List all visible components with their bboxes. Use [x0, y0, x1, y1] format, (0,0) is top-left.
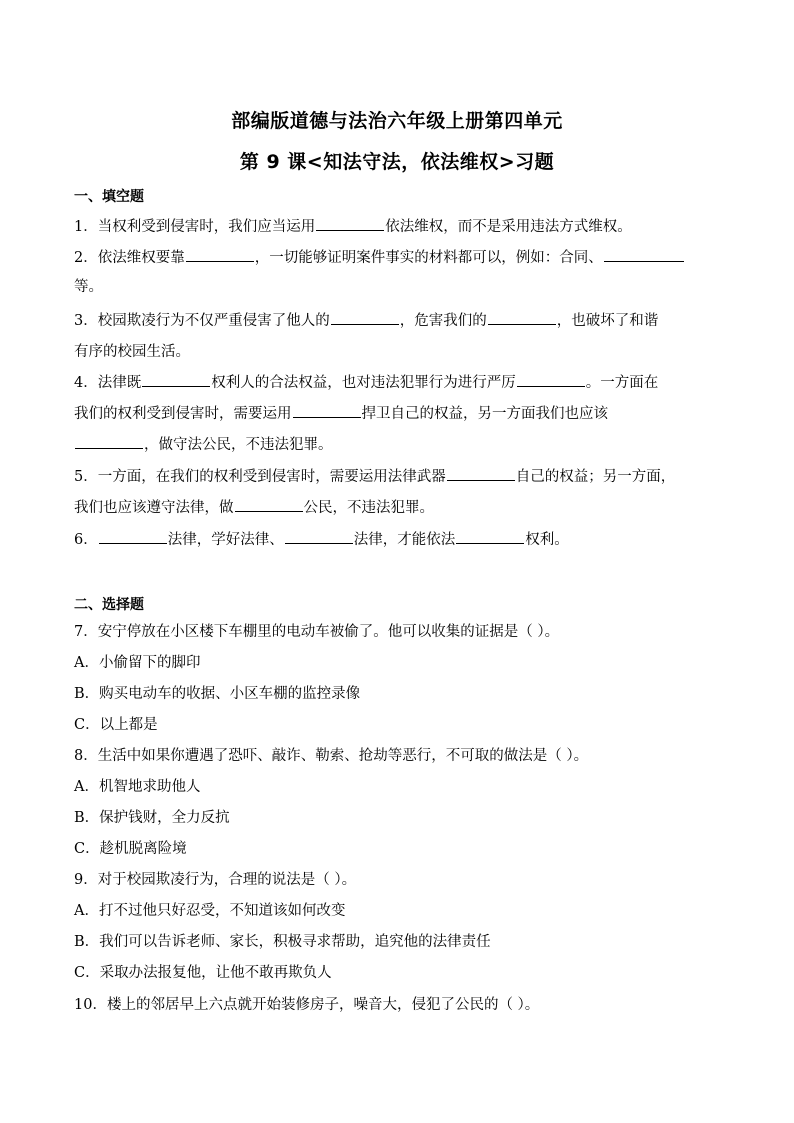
question-7-option-a: A．小偷留下的脚印: [74, 655, 201, 671]
question-5-cont: 我们也应该遵守法律，做 公民，不违法犯罪。: [74, 497, 724, 518]
question-2-cont: 等。: [74, 279, 103, 295]
question-8-option-b: B．保护钱财，全力反抗: [74, 810, 230, 826]
question-4-cont: 我们的权利受到侵害时，需要运用 捍卫自己的权益，另一方面我们也应该: [74, 403, 724, 424]
question-8: 8．生活中如果你遭遇了恐吓、敲诈、勒索、抢劫等恶行，不可取的做法是（ ）。: [74, 748, 589, 764]
answer-blank: [285, 529, 353, 544]
section-fill-heading: 一、填空题: [74, 189, 144, 205]
question-8-option-a: A．机智地求助他人: [74, 779, 201, 795]
section-choice-heading: 二、选择题: [74, 597, 144, 613]
answer-blank: [316, 216, 384, 231]
answer-blank: [331, 310, 399, 325]
question-1: 1．当权利受到侵害时，我们应当运用 依法维权，而不是采用违法方式维权。: [74, 216, 724, 237]
document-title: 部编版道德与法治六年级上册第四单元: [231, 110, 563, 132]
answer-blank: [456, 529, 524, 544]
question-9-option-b: B．我们可以告诉老师、家长，积极寻求帮助，追究他的法律责任: [74, 934, 491, 950]
answer-blank: [75, 434, 143, 449]
answer-blank: [604, 247, 684, 262]
question-4-cont2: ，做守法公民，不违法犯罪。: [74, 434, 724, 455]
question-10: 10．楼上的邻居早上六点就开始装修房子，噪音大，侵犯了公民的（ ）。: [74, 997, 540, 1013]
answer-blank: [99, 529, 167, 544]
answer-blank: [235, 497, 303, 512]
answer-blank: [293, 403, 361, 418]
question-8-option-c: C．趁机脱离险境: [74, 841, 187, 857]
question-5: 5．一方面，在我们的权利受到侵害时，需要运用法律武器 自己的权益；另一方面，: [74, 466, 724, 487]
question-9: 9．对于校园欺凌行为，合理的说法是（ ）。: [74, 872, 357, 888]
question-9-option-c: C．采取办法报复他，让他不敢再欺负人: [74, 965, 332, 981]
question-2: 2．依法维权要靠 ，一切能够证明案件事实的材料都可以，例如：合同、: [74, 247, 724, 268]
answer-blank: [142, 372, 210, 387]
answer-blank: [517, 372, 585, 387]
question-7-option-c: C．以上都是: [74, 717, 158, 733]
answer-blank: [186, 247, 254, 262]
question-7-option-b: B．购买电动车的收据、小区车棚的监控录像: [74, 686, 361, 702]
question-3: 3．校园欺凌行为不仅严重侵害了他人的 ，危害我们的 ，也破坏了和谐: [74, 310, 724, 331]
question-3-cont: 有序的校园生活。: [74, 344, 190, 360]
document-subtitle: 第 9 课<知法守法，依法维权>习题: [239, 151, 555, 173]
question-9-option-a: A．打不过他只好忍受，不知道该如何改变: [74, 903, 346, 919]
question-4: 4．法律既 权利人的合法权益，也对违法犯罪行为进行严厉 。一方面在: [74, 372, 724, 393]
question-6: 6． 法律，学好法律、 法律，才能依法 权利。: [74, 529, 724, 550]
answer-blank: [488, 310, 556, 325]
answer-blank: [447, 466, 515, 481]
question-7: 7．安宁停放在小区楼下车棚里的电动车被偷了。他可以收集的证据是（ ）。: [74, 624, 560, 640]
